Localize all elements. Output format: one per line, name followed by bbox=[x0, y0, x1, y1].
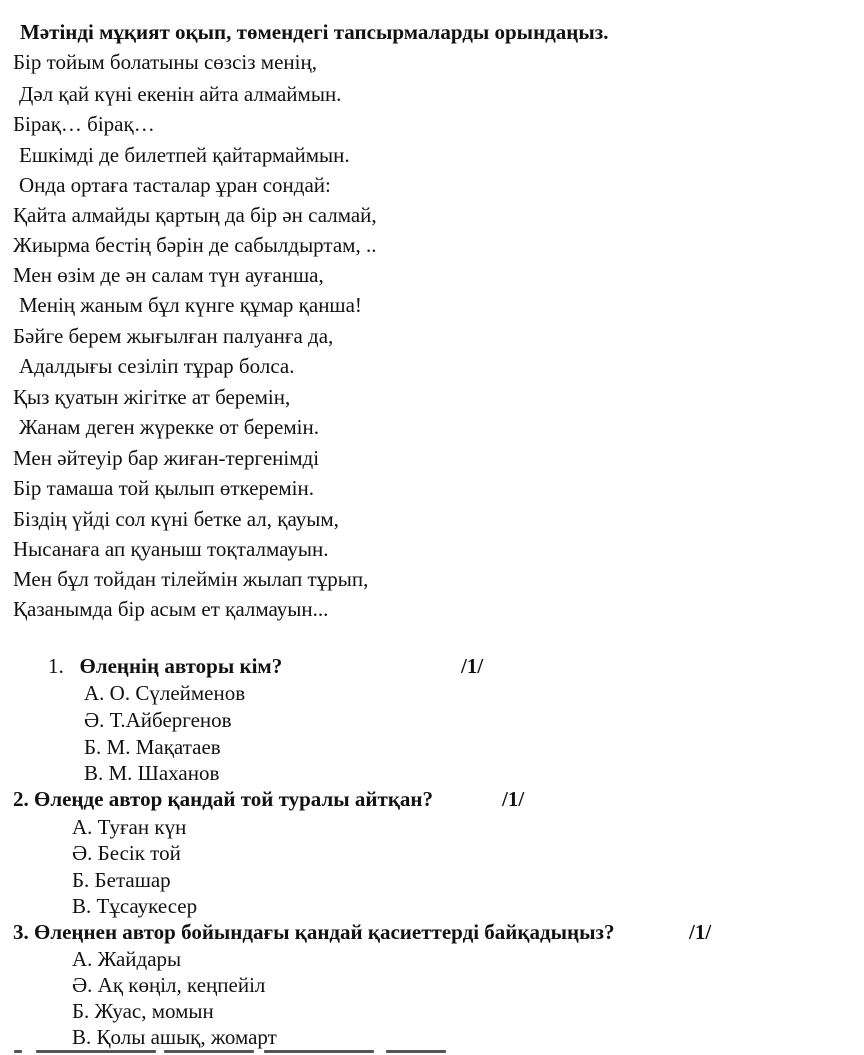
poem-line: Менің жаным бұл күнге құмар қанша! bbox=[19, 293, 362, 317]
poem-line: Мен бұл тойдан тілеймін жылап тұрып, bbox=[13, 567, 369, 591]
answer-option: Ә. Бесік той bbox=[72, 841, 181, 865]
question-text: Өлеңнің авторы кім? bbox=[79, 654, 283, 678]
poem-line: Жанам деген жүрекке от беремін. bbox=[19, 415, 319, 439]
question-2-title bbox=[13, 785, 433, 813]
answer-option: Ә. Т.Айбергенов bbox=[84, 708, 232, 732]
question-1-title bbox=[48, 652, 282, 680]
answer-option: Б. Жуас, момын bbox=[72, 999, 214, 1023]
poem-line: Қайта алмайды қартың да бір ән салмай, bbox=[13, 203, 377, 227]
answer-option: А. Жайдары bbox=[72, 947, 182, 971]
question-number: 3. bbox=[13, 920, 29, 944]
question-text: Өлеңнен автор бойындағы қандай қасиеттерді байқадыңыз? bbox=[34, 920, 615, 944]
answer-option: А. О. Сүлейменов bbox=[84, 681, 246, 705]
poem-line: Бір тамаша той қылып өткеремін. bbox=[13, 476, 314, 500]
poem-line: Мен әйтеуір бар жиған-тергенімді bbox=[13, 446, 320, 470]
poem-line: Онда ортаға тасталар ұран сондай: bbox=[19, 173, 331, 197]
answer-option: Ә. Ақ көңіл, кеңпейіл bbox=[72, 973, 266, 997]
answer-option: В. М. Шаханов bbox=[84, 761, 220, 785]
question-number: 2. bbox=[13, 787, 29, 811]
answer-option: В. Тұсаукесер bbox=[72, 894, 198, 918]
question-text: Өлеңде автор қандай той туралы айтқан? bbox=[34, 787, 434, 811]
question-score: /1/ bbox=[689, 920, 712, 944]
poem-line: Мен өзім де ән салам түн ауғанша, bbox=[13, 263, 324, 287]
poem-line: Ешкімді де билетпей қайтармаймын. bbox=[19, 143, 350, 167]
answer-option: В. Қолы ашық, жомарт bbox=[72, 1025, 277, 1049]
poem-line: Бірақ… бірақ… bbox=[13, 112, 155, 136]
poem-line: Бәйге берем жығылған палуанға да, bbox=[13, 324, 334, 348]
poem-line: Жиырма бестің бәрін де сабылдыртам, .. bbox=[13, 233, 377, 257]
poem-line: Қыз қуатын жігітке ат беремін, bbox=[13, 385, 291, 409]
poem-line: Адалдығы сезіліп тұрар болса. bbox=[19, 354, 295, 378]
poem-line: Нысанаға ап қуаныш тоқталмауын. bbox=[13, 537, 329, 561]
answer-option: Б. Беташар bbox=[72, 868, 171, 892]
poem-line: Дәл қай күні екенін айта алмаймын. bbox=[19, 82, 342, 106]
answer-option: Б. М. Мақатаев bbox=[84, 735, 221, 759]
instruction-heading: Мәтінді мұқият оқып, төмендегі тапсырмаларды орындаңыз. bbox=[20, 20, 609, 44]
question-number: 1. bbox=[48, 654, 64, 678]
question-score: /1/ bbox=[502, 787, 525, 811]
poem-line: Бір тойым болатыны сөзсіз менің, bbox=[13, 50, 317, 74]
cropped-next-line bbox=[14, 1046, 474, 1055]
answer-option: А. Туған күн bbox=[72, 815, 187, 839]
poem-line: Біздің үйді сол күні бетке ал, қауым, bbox=[13, 507, 339, 531]
poem-line: Қазанымда бір асым ет қалмауын... bbox=[13, 597, 329, 621]
question-score: /1/ bbox=[461, 654, 484, 678]
question-3-title bbox=[13, 918, 614, 946]
